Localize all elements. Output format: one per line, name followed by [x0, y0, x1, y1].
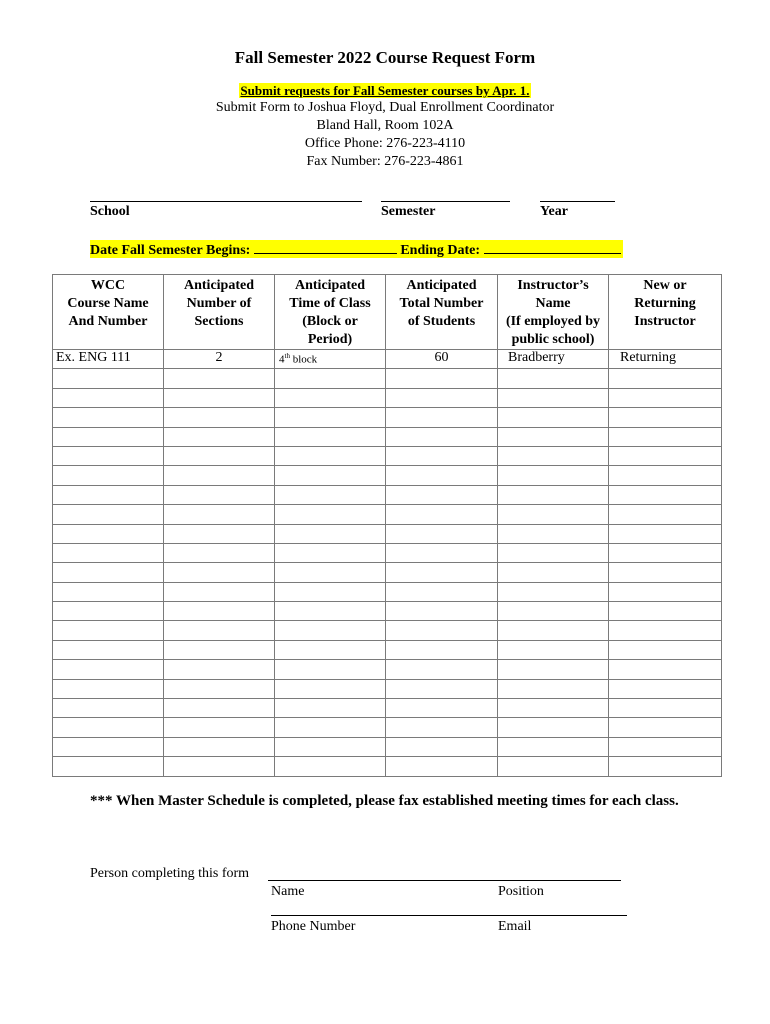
table-cell[interactable]	[164, 563, 275, 582]
table-cell[interactable]	[386, 563, 498, 582]
fax-number-text: Fax Number: 276-223-4861	[306, 154, 464, 169]
table-cell[interactable]	[275, 543, 386, 562]
table-cell[interactable]	[386, 660, 498, 679]
table-cell[interactable]	[275, 621, 386, 640]
table-cell[interactable]	[386, 757, 498, 776]
table-row	[53, 505, 722, 524]
table-cell[interactable]	[386, 602, 498, 621]
table-cell[interactable]	[386, 699, 498, 718]
table-cell[interactable]	[53, 505, 164, 524]
table-cell[interactable]	[275, 563, 386, 582]
col-header-sections: Anticipated Number of Sections	[164, 275, 275, 350]
table-cell[interactable]	[498, 602, 609, 621]
table-cell[interactable]	[498, 446, 609, 465]
table-row	[53, 466, 722, 485]
table-cell[interactable]	[164, 718, 275, 737]
table-cell[interactable]	[386, 718, 498, 737]
table-cell[interactable]	[164, 369, 275, 388]
table-cell[interactable]	[386, 466, 498, 485]
table-row	[53, 660, 722, 679]
table-cell[interactable]	[164, 543, 275, 562]
table-cell[interactable]	[498, 582, 609, 601]
table-cell[interactable]	[386, 543, 498, 562]
table-row	[53, 718, 722, 737]
table-cell[interactable]	[386, 524, 498, 543]
deadline-notice: Submit requests for Fall Semester courses by Apr. 1.	[240, 83, 530, 98]
table-cell[interactable]	[164, 388, 275, 407]
table-cell[interactable]	[53, 718, 164, 737]
table-cell[interactable]	[53, 699, 164, 718]
table-cell[interactable]	[164, 485, 275, 504]
table-cell[interactable]	[386, 737, 498, 756]
table-cell[interactable]	[275, 408, 386, 427]
table-cell[interactable]	[53, 582, 164, 601]
table-cell[interactable]	[53, 524, 164, 543]
table-cell[interactable]	[498, 563, 609, 582]
table-row	[53, 485, 722, 504]
table-row	[53, 388, 722, 407]
table-cell[interactable]	[164, 621, 275, 640]
table-cell[interactable]	[386, 485, 498, 504]
table-cell[interactable]	[386, 427, 498, 446]
year-label: Year	[540, 204, 568, 219]
table-cell[interactable]	[498, 640, 609, 659]
person-completing-field[interactable]	[268, 880, 621, 881]
col-header-status: New or Returning Instructor	[609, 275, 722, 350]
table-cell[interactable]	[609, 543, 722, 562]
table-cell[interactable]	[164, 505, 275, 524]
example-status: Returning	[609, 350, 722, 369]
table-cell[interactable]	[164, 408, 275, 427]
table-cell[interactable]	[53, 679, 164, 698]
table-cell[interactable]	[53, 543, 164, 562]
table-row	[53, 427, 722, 446]
table-cell[interactable]	[275, 524, 386, 543]
table-cell[interactable]	[164, 466, 275, 485]
semester-field[interactable]	[381, 201, 510, 202]
table-cell[interactable]	[164, 524, 275, 543]
table-cell[interactable]	[386, 640, 498, 659]
table-cell[interactable]	[275, 388, 386, 407]
table-cell[interactable]	[53, 621, 164, 640]
table-cell[interactable]	[275, 640, 386, 659]
email-label: Email	[498, 919, 532, 934]
table-row	[53, 699, 722, 718]
table-cell[interactable]	[53, 408, 164, 427]
col-header-students: Anticipated Total Number of Students	[386, 275, 498, 350]
table-cell[interactable]	[164, 602, 275, 621]
table-cell[interactable]	[53, 466, 164, 485]
table-cell[interactable]	[275, 737, 386, 756]
table-cell[interactable]	[164, 427, 275, 446]
table-cell[interactable]	[53, 640, 164, 659]
table-row	[53, 408, 722, 427]
table-row	[53, 543, 722, 562]
table-cell[interactable]	[53, 427, 164, 446]
end-date-label: Ending Date:	[396, 243, 484, 258]
table-cell[interactable]	[275, 679, 386, 698]
course-request-table	[52, 274, 722, 777]
table-cell[interactable]	[164, 582, 275, 601]
table-cell[interactable]	[609, 621, 722, 640]
table-cell[interactable]	[53, 563, 164, 582]
table-cell[interactable]	[609, 408, 722, 427]
table-cell[interactable]	[164, 446, 275, 465]
table-cell[interactable]	[609, 660, 722, 679]
table-cell[interactable]	[275, 369, 386, 388]
example-time: 4th block	[275, 350, 386, 369]
example-instructor: Bradberry	[498, 350, 609, 369]
table-cell[interactable]	[609, 699, 722, 718]
end-date-field[interactable]	[484, 240, 621, 254]
table-row	[53, 563, 722, 582]
table-cell[interactable]	[275, 602, 386, 621]
table-cell[interactable]	[53, 485, 164, 504]
begin-date-label: Date Fall Semester Begins:	[90, 243, 254, 258]
table-cell[interactable]	[609, 369, 722, 388]
example-row	[53, 350, 722, 369]
table-cell[interactable]	[498, 621, 609, 640]
table-header-row	[53, 275, 722, 350]
table-cell[interactable]	[498, 466, 609, 485]
table-cell[interactable]	[609, 485, 722, 504]
table-cell[interactable]	[498, 369, 609, 388]
location-text: Bland Hall, Room 102A	[316, 118, 454, 133]
table-row	[53, 446, 722, 465]
table-cell[interactable]	[164, 757, 275, 776]
master-schedule-note: *** When Master Schedule is completed, please fax established meeting times for each class.	[90, 793, 679, 809]
table-cell[interactable]	[53, 602, 164, 621]
table-cell[interactable]	[53, 660, 164, 679]
table-cell[interactable]	[498, 408, 609, 427]
table-cell[interactable]	[275, 757, 386, 776]
begin-date-field[interactable]	[254, 240, 397, 254]
table-cell[interactable]	[386, 369, 498, 388]
table-cell[interactable]	[609, 388, 722, 407]
name-label: Name	[271, 884, 305, 899]
table-cell[interactable]	[498, 427, 609, 446]
form-title: Fall Semester 2022 Course Request Form	[234, 48, 536, 67]
semester-label: Semester	[381, 204, 436, 219]
table-cell[interactable]	[498, 757, 609, 776]
table-cell[interactable]	[386, 621, 498, 640]
table-row	[53, 524, 722, 543]
table-cell[interactable]	[498, 660, 609, 679]
table-cell[interactable]	[53, 369, 164, 388]
table-cell[interactable]	[275, 485, 386, 504]
table-cell[interactable]	[609, 602, 722, 621]
table-cell[interactable]	[164, 737, 275, 756]
table-cell[interactable]	[498, 505, 609, 524]
example-course: Ex. ENG 111	[53, 350, 164, 369]
table-cell[interactable]	[275, 466, 386, 485]
table-cell[interactable]	[164, 640, 275, 659]
position-label: Position	[498, 884, 544, 899]
table-cell[interactable]	[164, 679, 275, 698]
table-row	[53, 582, 722, 601]
table-cell[interactable]	[609, 427, 722, 446]
table-cell[interactable]	[609, 466, 722, 485]
school-field[interactable]	[90, 201, 362, 202]
table-cell[interactable]	[609, 524, 722, 543]
table-row	[53, 602, 722, 621]
table-cell[interactable]	[275, 660, 386, 679]
school-label: School	[90, 204, 130, 219]
table-row	[53, 679, 722, 698]
table-cell[interactable]	[386, 408, 498, 427]
table-cell[interactable]	[386, 388, 498, 407]
table-row	[53, 621, 722, 640]
table-cell[interactable]	[386, 582, 498, 601]
contact-field[interactable]	[271, 915, 627, 916]
table-cell[interactable]	[609, 679, 722, 698]
table-cell[interactable]	[609, 757, 722, 776]
deadline-notice-line	[0, 83, 770, 99]
table-cell[interactable]	[275, 699, 386, 718]
table-cell[interactable]	[53, 757, 164, 776]
table-cell[interactable]	[275, 446, 386, 465]
example-students: 60	[386, 350, 498, 369]
table-row	[53, 737, 722, 756]
year-field[interactable]	[540, 201, 615, 202]
phone-number-label: Phone Number	[271, 919, 356, 934]
table-cell[interactable]	[275, 505, 386, 524]
table-cell[interactable]	[609, 718, 722, 737]
table-cell[interactable]	[498, 485, 609, 504]
col-header-time: Anticipated Time of Class (Block or Period)	[275, 275, 386, 350]
table-cell[interactable]	[386, 446, 498, 465]
table-cell[interactable]	[609, 446, 722, 465]
table-cell[interactable]	[53, 446, 164, 465]
table-row	[53, 757, 722, 776]
semester-dates-row	[90, 240, 623, 258]
table-cell[interactable]	[498, 737, 609, 756]
col-header-instructor: Instructor’s Name (If employed by public school)	[498, 275, 609, 350]
table-cell[interactable]	[164, 660, 275, 679]
table-cell[interactable]	[53, 388, 164, 407]
office-phone-text: Office Phone: 276-223-4110	[304, 136, 466, 151]
table-cell[interactable]	[164, 699, 275, 718]
table-cell[interactable]	[498, 699, 609, 718]
table-cell[interactable]	[386, 679, 498, 698]
table-cell[interactable]	[275, 427, 386, 446]
table-cell[interactable]	[498, 718, 609, 737]
submit-to-text: Submit Form to Joshua Floyd, Dual Enrollment Coordinator	[215, 100, 555, 115]
table-cell[interactable]	[609, 505, 722, 524]
table-cell[interactable]	[498, 543, 609, 562]
table-cell[interactable]	[609, 737, 722, 756]
table-cell[interactable]	[386, 505, 498, 524]
table-cell[interactable]	[609, 640, 722, 659]
table-row	[53, 369, 722, 388]
table-cell[interactable]	[498, 679, 609, 698]
table-cell[interactable]	[498, 524, 609, 543]
col-header-course: WCC Course Name And Number	[53, 275, 164, 350]
example-sections: 2	[164, 350, 275, 369]
table-cell[interactable]	[275, 582, 386, 601]
table-row	[53, 640, 722, 659]
person-completing-label: Person completing this form	[90, 866, 250, 881]
table-cell[interactable]	[53, 737, 164, 756]
table-cell[interactable]	[609, 563, 722, 582]
table-cell[interactable]	[498, 388, 609, 407]
table-cell[interactable]	[275, 718, 386, 737]
table-cell[interactable]	[609, 582, 722, 601]
